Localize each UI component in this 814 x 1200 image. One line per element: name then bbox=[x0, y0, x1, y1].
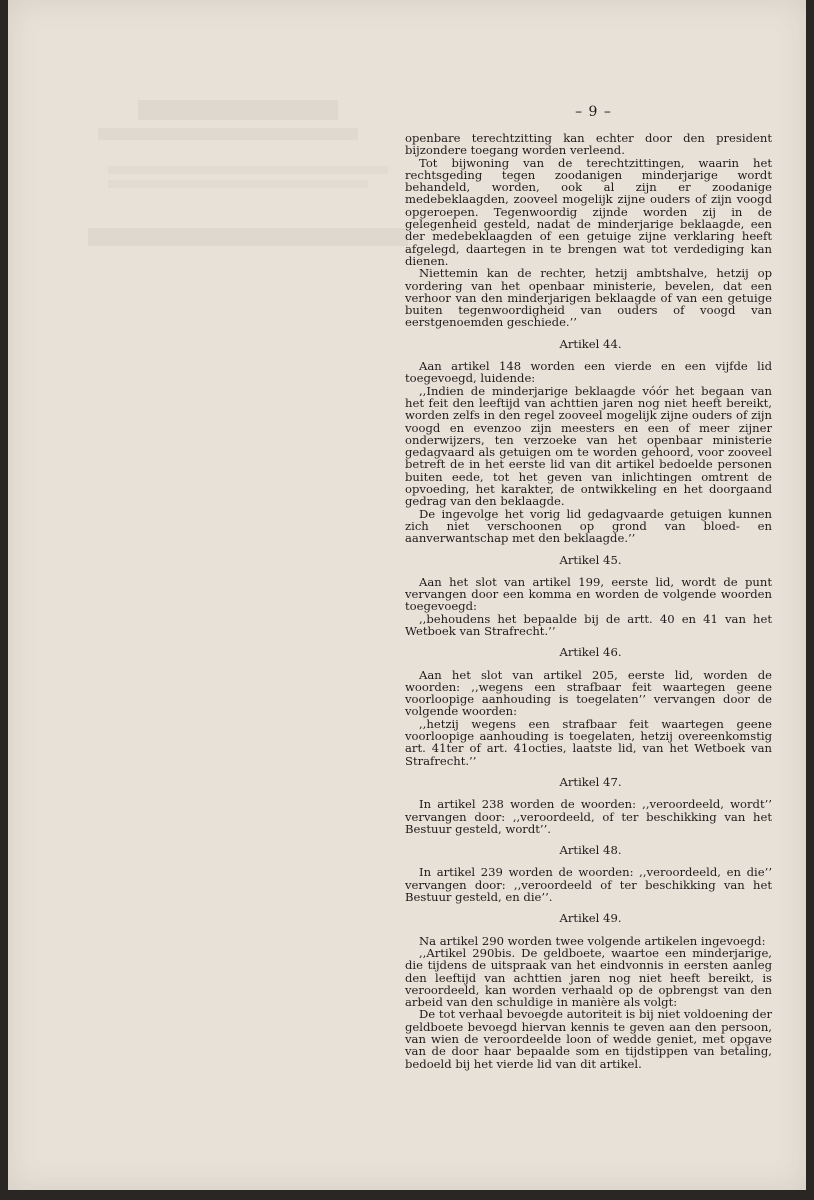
paragraph: ,,behoudens het bepaalde bij de artt. 40 en 41 van het Wetboek van Strafrecht.’’ bbox=[405, 611, 772, 638]
article-heading: Artikel 48. bbox=[559, 843, 622, 858]
text-column bbox=[405, 104, 772, 1070]
paragraph: ,,Indien de minderjarige beklaagde vóór het begaan van het feit den leeftijd van achttien jaren nog niet heeft bereikt, worden zelfs in den regel zooveel mogelijk zijne ouders of zijn voogd en evenzoo zijn meesters en een of meer zijner onderwijzers, ten verzoeke van het openbaar ministerie gedagvaard als getuigen om te worden gehoord, voor zooveel betreft de in het eerste lid van dit artikel bedoelde personen buiten eede, tot het geven van inlichtingen omtrent de opvoeding, het karakter, de ontwikkeling en het doorgaand gedrag van den beklaagde. bbox=[405, 383, 772, 509]
article-heading: Artikel 45. bbox=[559, 552, 622, 567]
body-text bbox=[405, 132, 772, 1070]
paragraph: Tot bijwoning van de terechtzittingen, waarin het rechtsgeding tegen zoodanigen minderjarige wordt behandeld, worden, ook al zijn er zoodanige medebeklaagden, zooveel mogelijk zijne ouders of zijn voogd opgeroepen. Tegenwoordig zijnde worden zij in de gelegenheid gesteld, nadat de minderjarige beklaagde, een der medebeklaagden of een getuige zijne verklaring heeft afgelegd, daartegen in te brengen wat tot verdediging kan dienen. bbox=[405, 155, 772, 268]
paragraph: Na artikel 290 worden twee volgende artikelen ingevoegd: bbox=[419, 933, 766, 948]
article-heading: Artikel 44. bbox=[559, 336, 622, 351]
paragraph: De tot verhaal bevoegde autoriteit is bij niet voldoening der geldboete bevoegd hiervan kennis te geven aan den persoon, van wien de veroordeelde loon of wedde geniet, met opgave van de door haar bepaalde som en tijdstippen van betaling, bedoeld bij het vierde lid van dit artikel. bbox=[405, 1007, 772, 1071]
bleed-through-text bbox=[68, 100, 398, 280]
paragraph: Aan het slot van artikel 199, eerste lid, wordt de punt vervangen door een komma en worden de volgende woorden toegevoegd: bbox=[405, 574, 772, 614]
paragraph: Niettemin kan de rechter, hetzij ambtshalve, hetzij op vordering van het openbaar ministerie, bevelen, dat een verhoor van den minderjarigen beklaagde of van een getuige buiten tegenwoordigheid van ouders of voogd van eerstgenoemden geschiede.’’ bbox=[405, 266, 772, 330]
article-heading: Artikel 47. bbox=[559, 774, 622, 789]
paragraph: ,,hetzij wegens een strafbaar feit waartegen geene voorloopige aanhouding is toegelaten, hetzij overeenkomstig art. 41ter of art. 41octies, laatste lid, van het Wetboek van Strafrecht.’’ bbox=[405, 716, 772, 768]
article-heading: Artikel 46. bbox=[559, 645, 622, 660]
paragraph: Aan het slot van artikel 205, eerste lid, worden de woorden: ,,wegens een strafbaar feit waartegen geene voorloopige aanhouding is toegelaten’’ vervangen door de volgende woorden: bbox=[405, 667, 772, 719]
document-page bbox=[8, 0, 806, 1190]
article-heading: Artikel 49. bbox=[559, 911, 622, 926]
paragraph: Aan artikel 148 worden een vierde en een vijfde lid toegevoegd, luidende: bbox=[405, 359, 772, 386]
paragraph: In artikel 239 worden de woorden: ,,veroordeeld, en die’’ vervangen door: ,,veroordeeld of ter beschikking van het Bestuur gesteld, en die’’. bbox=[405, 865, 772, 905]
page-number: – 9 – bbox=[575, 104, 612, 120]
paragraph: openbare terechtzitting kan echter door den president bijzondere toegang worden verleend. bbox=[405, 131, 772, 158]
paragraph: ,,Artikel 290bis. De geldboete, waartoe een minderjarige, die tijdens de uitspraak van het eindvonnis in eersten aanleg den leeftijd van achttien jaren nog niet heeft bereikt, is veroordeeld, kan worden verhaald op de opbrengst van den arbeid van den schuldige in manière als volgt: bbox=[405, 945, 772, 1010]
paragraph: In artikel 238 worden de woorden: ,,veroordeeld, wordt’’ vervangen door: ,,veroordeeld, of ter beschikking van het Bestuur gesteld, wordt’’. bbox=[405, 797, 772, 836]
paragraph: De ingevolge het vorig lid gedagvaarde getuigen kunnen zich niet verschoonen op grond van bloed- en aanverwantschap met den beklaagde.’’ bbox=[405, 506, 772, 546]
